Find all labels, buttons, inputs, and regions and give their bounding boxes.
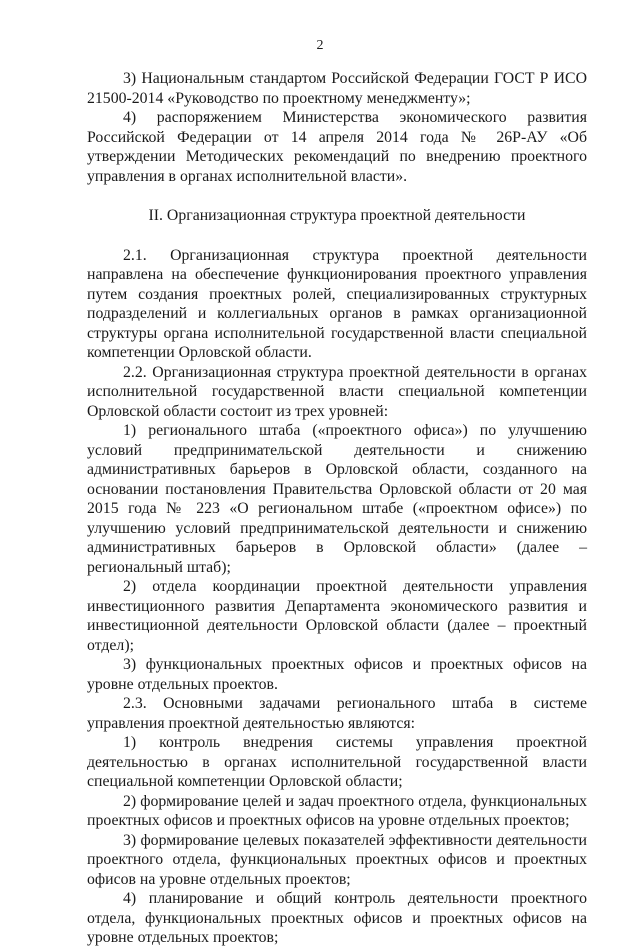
list-item-project-department: 2) отдела координации проектной деятельности управления инвестиционного развития Департамента экономического развития и инвестиционной деятельности Орловской области (далее – проектный отдел); xyxy=(87,578,587,654)
section-heading: II. Организационная структура проектной деятельности xyxy=(148,207,526,224)
task-item-3: 3) формирование целевых показателей эффективности деятельности проектного отдела, функциональных проектных офисов и проектных офисов на уровне отдельных проектов; xyxy=(87,831,587,888)
task-item-1: 1) контроль внедрения системы управления проектной деятельностью в органах исполнительной государственной власти специальной компетенции Орловской области; xyxy=(87,734,587,790)
paragraph-ministry-order: 4) распоряжением Министерства экономического развития Российской Федерации от 14 апреля 2014 года № 26Р-АУ «Об утверждении Методических рекомендаций по внедрению проектного управления в органах исполнительной власти». xyxy=(87,109,587,185)
list-item-regional-staff: 1) регионального штаба («проектного офиса») по улучшению условий предпринимательской деятельности и снижению административных барьеров в Орловской области, созданного на основании постановления Правительства Орловской области от 20 мая 2015 года № 223 «О региональном штабе («проектном офисе») по улучшению условий предпринимательской деятельности и снижению административных барьеров в Орловской области» (далее – региональный штаб); xyxy=(87,422,587,576)
document-body xyxy=(87,69,587,948)
spacer xyxy=(87,186,587,206)
page-number: 2 xyxy=(316,38,324,53)
paragraph-2-3: 2.3. Основными задачами регионального штаба в системе управления проектной деятельностью являются: xyxy=(87,695,587,732)
task-item-2: 2) формирование целей и задач проектного отдела, функциональных проектных офисов и проектных офисов на уровне отдельных проектов; xyxy=(87,792,587,829)
paragraph-2-1: 2.1. Организационная структура проектной деятельности направлена на обеспечение функционирования проектного управления путем создания проектных ролей, специализированных структурных подразделений и коллегиальных органов в рамках организационной структуры органа исполнительной государственной власти специальной компетенции Орловской области. xyxy=(87,246,587,361)
paragraph-gost: 3) Национальным стандартом Российской Федерации ГОСТ Р ИСО 21500-2014 «Руководство по проектному менеджменту»; xyxy=(87,70,587,107)
list-item-functional-offices: 3) функциональных проектных офисов и проектных офисов на уровне отдельных проектов. xyxy=(87,656,587,693)
spacer xyxy=(87,226,587,246)
task-item-4: 4) планирование и общий контроль деятельности проектного отдела, функциональных проектных офисов и проектных офисов на уровне отдельных проектов; xyxy=(87,890,587,946)
paragraph-2-2: 2.2. Организационная структура проектной деятельности в органах исполнительной государственной власти специальной компетенции Орловской области состоит из трех уровней: xyxy=(87,363,587,420)
